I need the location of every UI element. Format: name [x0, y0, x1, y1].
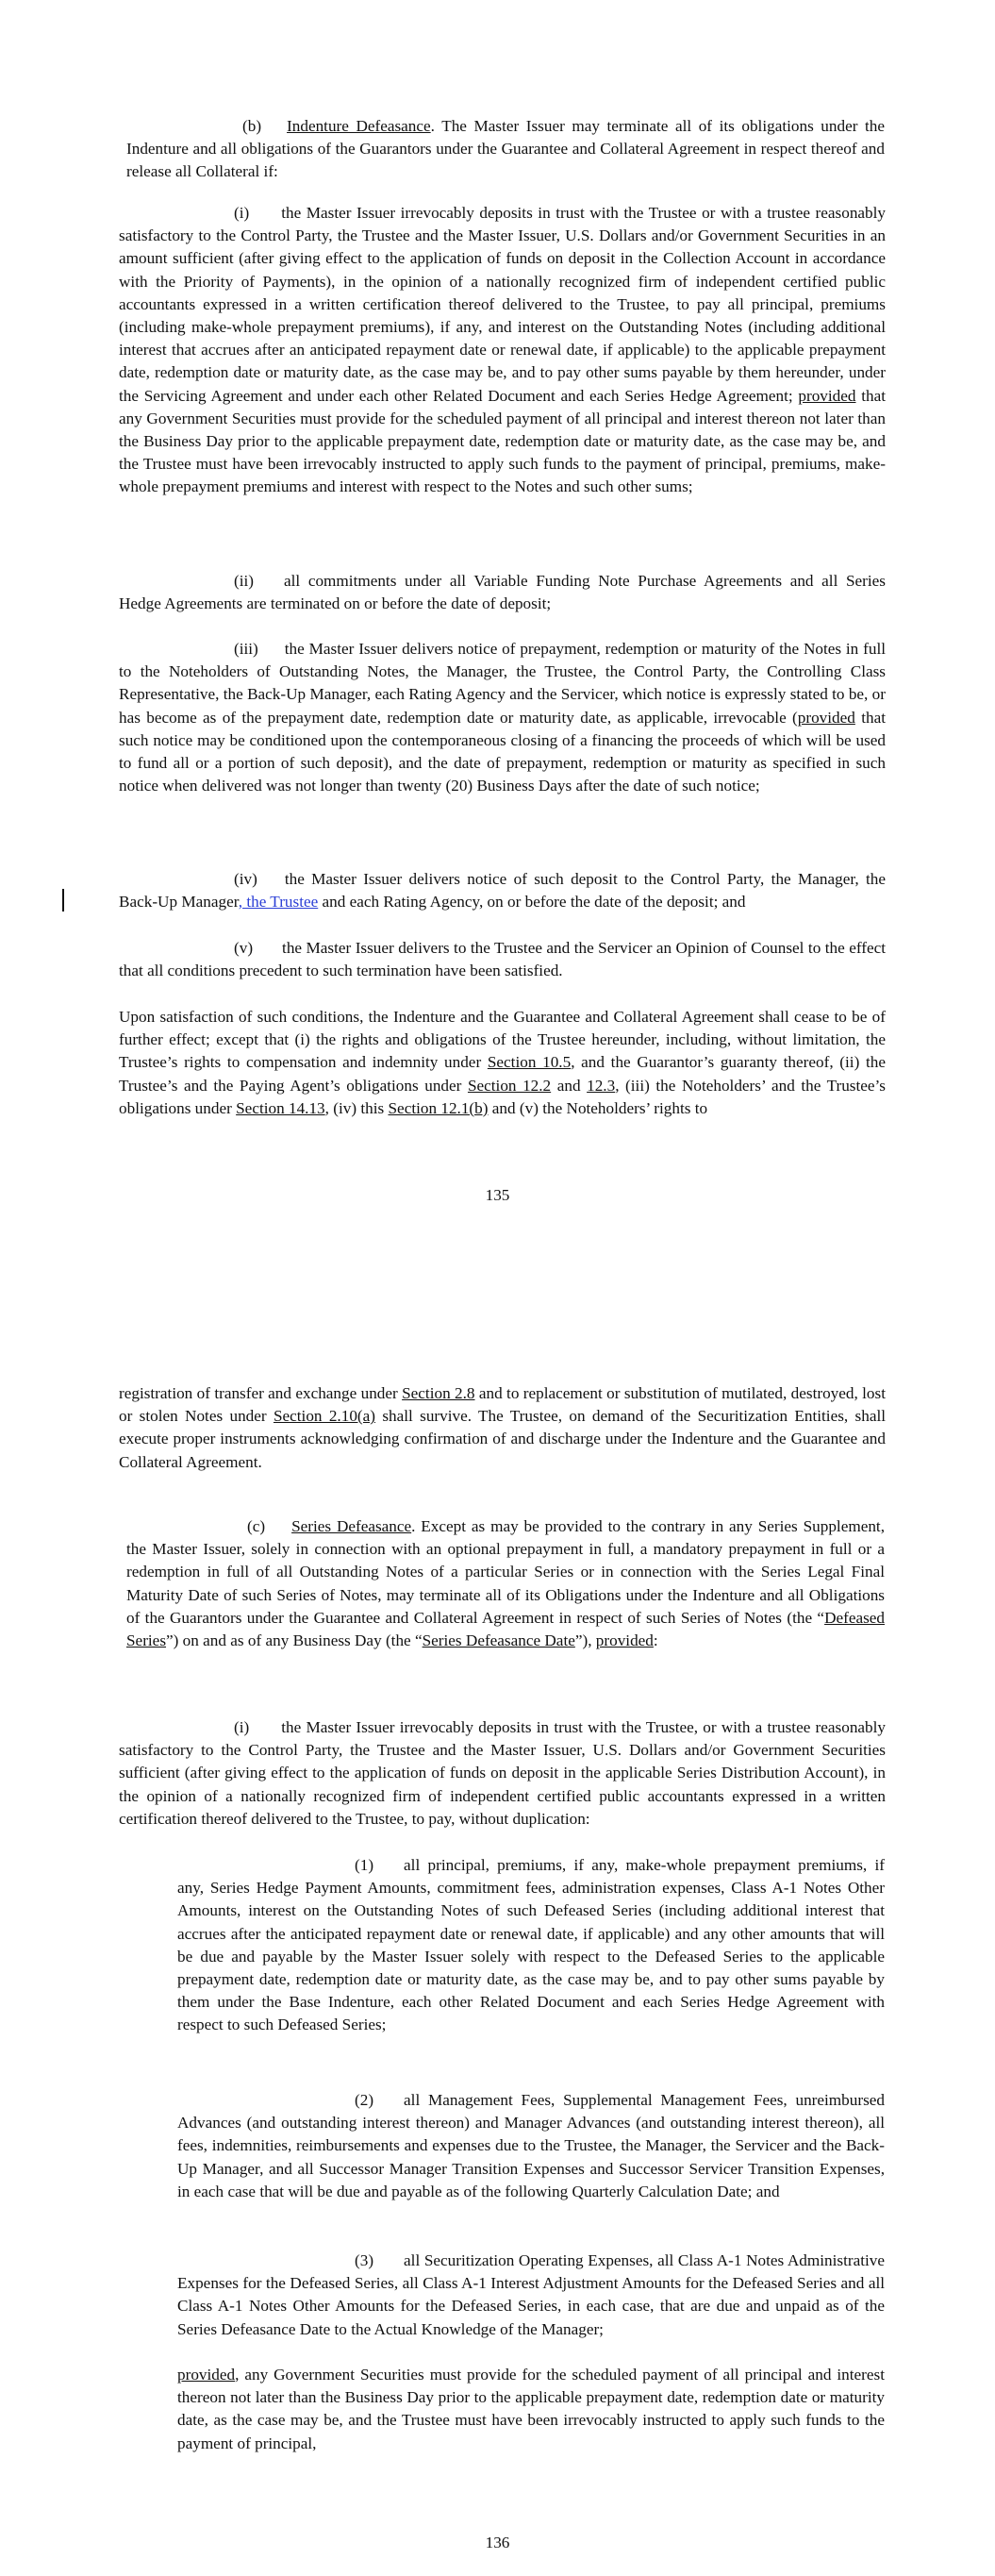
series-clause-i: (i) the Master Issuer irrevocably deposits in trust with the Trustee, or with a trustee reasonably satisfactory to the Control Party, the Trustee and the Master Issuer, U.S. Dollars and/or Government Securities sufficient (after giving effect to the application of funds on deposit in the applicable Series Distribution Account), in the opinion of a nationally recognized firm of independent certified public accountants expressed in a written certification thereof delivered to the Trustee, to pay, without duplication: — [119, 1718, 886, 1828]
revision-change-bar — [62, 889, 64, 912]
section-12-1b-ref: Section 12.1(b) — [388, 1098, 489, 1117]
continuation-paragraph: registration of transfer and exchange under Section 2.8 and to replacement or substitution of mutilated, destroyed, lost or stolen Notes under Section 2.10(a) shall survive. The Trustee, on demand of the Securitization Entities, shall execute proper instruments acknowledging confirmation of and discharge under the Indenture and the Guarantee and Collateral Agreement. — [119, 1384, 886, 1471]
defeased-series-term: Defeased Series — [126, 1608, 885, 1650]
provided-term: provided — [797, 708, 855, 727]
sub-clause-3: (3) all Securitization Operating Expenses, all Class A-1 Notes Administrative Expenses for the Defeased Series, all Class A-1 Interest Adjustment Amounts for the Defeased Series and all Class A-1 Notes Other Amounts for the Defeased Series, in each case, that are due and unpaid as of the Series Defeasance Date to the Actual Knowledge of the Manager; — [177, 2251, 885, 2338]
paragraph-c-series-defeasance: (c) Series Defeasance. Except as may be provided to the contrary in any Series Supplement, the Master Issuer, solely in connection with an optional prepayment in full, a mandatory prepayment in full or a redemption in full of all Outstanding Notes of a particular Series or in connection with the Series Legal Final Maturity Date of such Series of Notes, may terminate all of its Obligations under the Indenture and all Obligations of the Guarantors under the Guarantee and Collateral Agreement in respect of such Series of Notes (the “Defeased Series”) on and as of any Business Day (the “Series Defeasance Date”), provided: — [126, 1517, 885, 1650]
section-12-2-ref: Section 12.2 — [467, 1076, 552, 1095]
section-14-13-ref: Section 14.13 — [236, 1098, 325, 1117]
inserted-text-the-trustee[interactable]: , the Trustee — [238, 893, 319, 912]
section-12-3-ref: 12.3 — [587, 1076, 616, 1095]
heading-series-defeasance: Series Defeasance — [291, 1517, 412, 1535]
provided-term: provided — [798, 386, 856, 405]
section-2-10a-ref: Section 2.10(a) — [273, 1407, 375, 1426]
clause-iv: (iv) the Master Issuer delivers notice of such deposit to the Control Party, the Manager, the Back-Up Manager, the Trustee and each Rating Agency, on or before the date of the deposit; and — [119, 870, 886, 912]
clause-iii: (iii) the Master Issuer delivers notice of prepayment, redemption or maturity of the Notes in full to the Noteholders of Outstanding Notes, the Manager, the Trustee, the Control Party, the Controlling Class Representative, the Back-Up Manager, each Rating Agency and the Servicer, which notice is expressly stated to be, or has become as of the prepayment date, redemption date or maturity date, as applicable, irrevocable (provided that such notice may be conditioned upon the contemporaneous closing of a financing the proceeds of which will be used to fund all or a portion of such deposit), and the date of prepayment, redemption or maturity as specified in such notice when delivered was not longer than twenty (20) Business Days after the date of such notice; — [119, 640, 886, 795]
clause-v: (v) the Master Issuer delivers to the Trustee and the Servicer an Opinion of Counsel to the effect that all conditions precedent to such termination have been satisfied. — [119, 939, 886, 980]
series-defeasance-date-term: Series Defeasance Date — [422, 1631, 575, 1650]
section-2-8-ref: Section 2.8 — [402, 1384, 475, 1402]
paragraph-b-indenture-defeasance: (b) Indenture Defeasance. The Master Issuer may terminate all of its obligations under the Indenture and all obligations of the Guarantors under the Guarantee and Collateral Agreement in respect thereof and release all Collateral if: — [126, 117, 885, 181]
heading-indenture-defeasance: Indenture Defeasance — [287, 117, 431, 135]
sub-clause-1: (1) all principal, premiums, if any, make-whole prepayment premiums, if any, Series Hedge Payment Amounts, commitment fees, administration expenses, Class A-1 Notes Other Amounts, interest on the Outstanding Notes of such Defeased Series (including additional interest that accrues after the anticipated repayment date or renewal date, if applicable) and any other amounts that will be due and payable by the Master Issuer solely with respect to the Defeased Series to the applicable prepayment date, redemption date or maturity date, as the case may be, and to pay other sums payable by them under the Base Indenture, each other Related Document and each Series Hedge Agreement with respect to such Defeased Series; — [177, 1856, 885, 2034]
page-number: 136 — [485, 2534, 510, 2551]
proviso-paragraph: provided, any Government Securities must provide for the scheduled payment of all principal and interest thereon not later than the Business Day prior to the applicable prepayment date, redemption date or maturity date, as the case may be, and the Trustee must have been irrevocably instructed to apply such funds to the payment of principal, — [177, 2366, 885, 2452]
provided-term: provided — [177, 2366, 236, 2384]
section-10-5-ref: Section 10.5 — [487, 1053, 572, 1072]
clause-i: (i) the Master Issuer irrevocably deposits in trust with the Trustee or with a trustee reasonably satisfactory to the Control Party, the Trustee and the Master Issuer, U.S. Dollars and/or Government Securities in an amount sufficient (after giving effect to the application of funds on deposit in the Collection Account in accordance with the Priority of Payments), in the opinion of a nationally recognized firm of independent certified public accountants expressed in a written certification thereof delivered to the Trustee, to pay all principal, premiums (including make-whole prepayment premiums), if any, and interest on the Outstanding Notes (including additional interest that accrues after an anticipated repayment date or renewal date, if applicable) to the applicable prepayment date, redemption date or maturity date, as the case may be, and to pay other sums payable by them hereunder, under the Servicing Agreement and under each other Related Document and each Series Hedge Agreement; provided that any Government Securities must provide for the scheduled payment of all principal and interest thereon not later than the Business Day prior to the applicable prepayment date, redemption date or maturity date, as the case may be, and the Trustee must have been irrevocably instructed to apply such funds to the payment of principal, premiums, make-whole prepayment premiums and interest with respect to the Notes and such other sums; — [119, 204, 886, 496]
page-136 — [0, 1288, 995, 2576]
provided-term: provided — [595, 1631, 654, 1650]
sub-clause-2: (2) all Management Fees, Supplemental Management Fees, unreimbursed Advances (and outstanding interest thereon) and Manager Advances (and outstanding interest thereon), all fees, indemnities, reimbursements and expenses due to the Trustee, the Manager, the Servicer and the Back-Up Manager, and all Successor Manager Transition Expenses and Successor Servicer Transition Expenses, in each case that will be due and payable as of the following Quarterly Calculation Date; and — [177, 2091, 885, 2200]
page-number: 135 — [485, 1186, 510, 1204]
closing-paragraph: Upon satisfaction of such conditions, the Indenture and the Guarantee and Collateral Agreement shall cease to be of further effect; except that (i) the rights and obligations of the Trustee hereunder, including, without limitation, the Trustee’s rights to compensation and indemnity under Section 10.5, and the Guarantor’s guaranty thereof, (ii) the Trustee’s and the Paying Agent’s obligations under Section 12.2 and 12.3, (iii) the Noteholders’ and the Trustee’s obligations under Section 14.13, (iv) this Section 12.1(b) and (v) the Noteholders’ rights to — [119, 1008, 886, 1117]
clause-ii: (ii) all commitments under all Variable Funding Note Purchase Agreements and all Series Hedge Agreements are terminated on or before the date of deposit; — [119, 572, 886, 613]
